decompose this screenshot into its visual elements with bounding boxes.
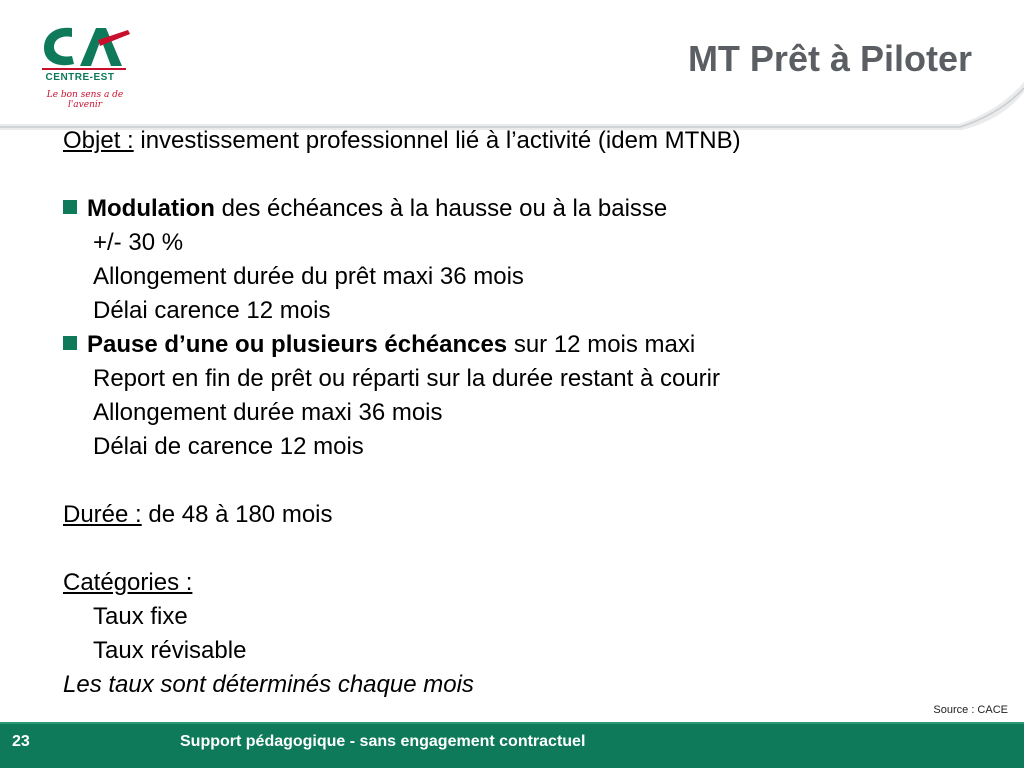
modulation-detail: Allongement durée du prêt maxi 36 mois — [93, 263, 524, 290]
objet-line — [63, 124, 963, 158]
modulation-detail: Délai carence 12 mois — [93, 297, 331, 324]
modulation-bold: Modulation — [87, 195, 215, 222]
footer-accent-line — [0, 722, 1024, 724]
categories-line — [63, 566, 963, 600]
pause-detail: Allongement durée maxi 36 mois — [93, 399, 443, 426]
logo — [30, 22, 140, 114]
objet-label: Objet : — [63, 127, 134, 154]
logo-name: CENTRE-EST — [45, 72, 115, 83]
pause-bold: Pause d’une ou plusieurs échéances — [87, 331, 508, 358]
source-note: Source : CACE — [933, 704, 1008, 716]
modulation-text: des échéances à la hausse ou à la baisse — [214, 195, 668, 222]
modulation-line — [63, 192, 963, 226]
footer-text: Support pédagogique - sans engagement contractuel — [180, 733, 586, 750]
square-bullet-icon — [63, 200, 77, 214]
duree-line — [63, 498, 963, 532]
objet-text: investissement professionnel lié à l’activité (idem MTNB) — [133, 127, 741, 154]
modulation-detail: +/- 30 % — [93, 229, 184, 256]
slide-body — [63, 124, 963, 702]
page-title: MT Prêt à Piloter — [687, 38, 972, 79]
square-bullet-icon — [63, 336, 77, 350]
categories-label: Catégories : — [63, 569, 193, 596]
duree-label: Durée : — [63, 501, 142, 528]
category-item: Taux révisable — [93, 637, 247, 664]
pause-text: sur 12 mois maxi — [507, 331, 696, 358]
page-number: 23 — [12, 733, 30, 750]
logo-tagline: Le bon sens a de l'avenir — [46, 90, 124, 110]
rates-note: Les taux sont déterminés chaque mois — [63, 671, 474, 698]
pause-line — [63, 328, 963, 362]
pause-detail: Report en fin de prêt ou réparti sur la durée restant à courir — [93, 365, 720, 392]
duree-text: de 48 à 180 mois — [141, 501, 333, 528]
footer-bar — [0, 722, 1024, 768]
category-item: Taux fixe — [93, 603, 188, 630]
credit-agricole-logo-mark — [40, 22, 132, 70]
pause-detail: Délai de carence 12 mois — [93, 433, 364, 460]
